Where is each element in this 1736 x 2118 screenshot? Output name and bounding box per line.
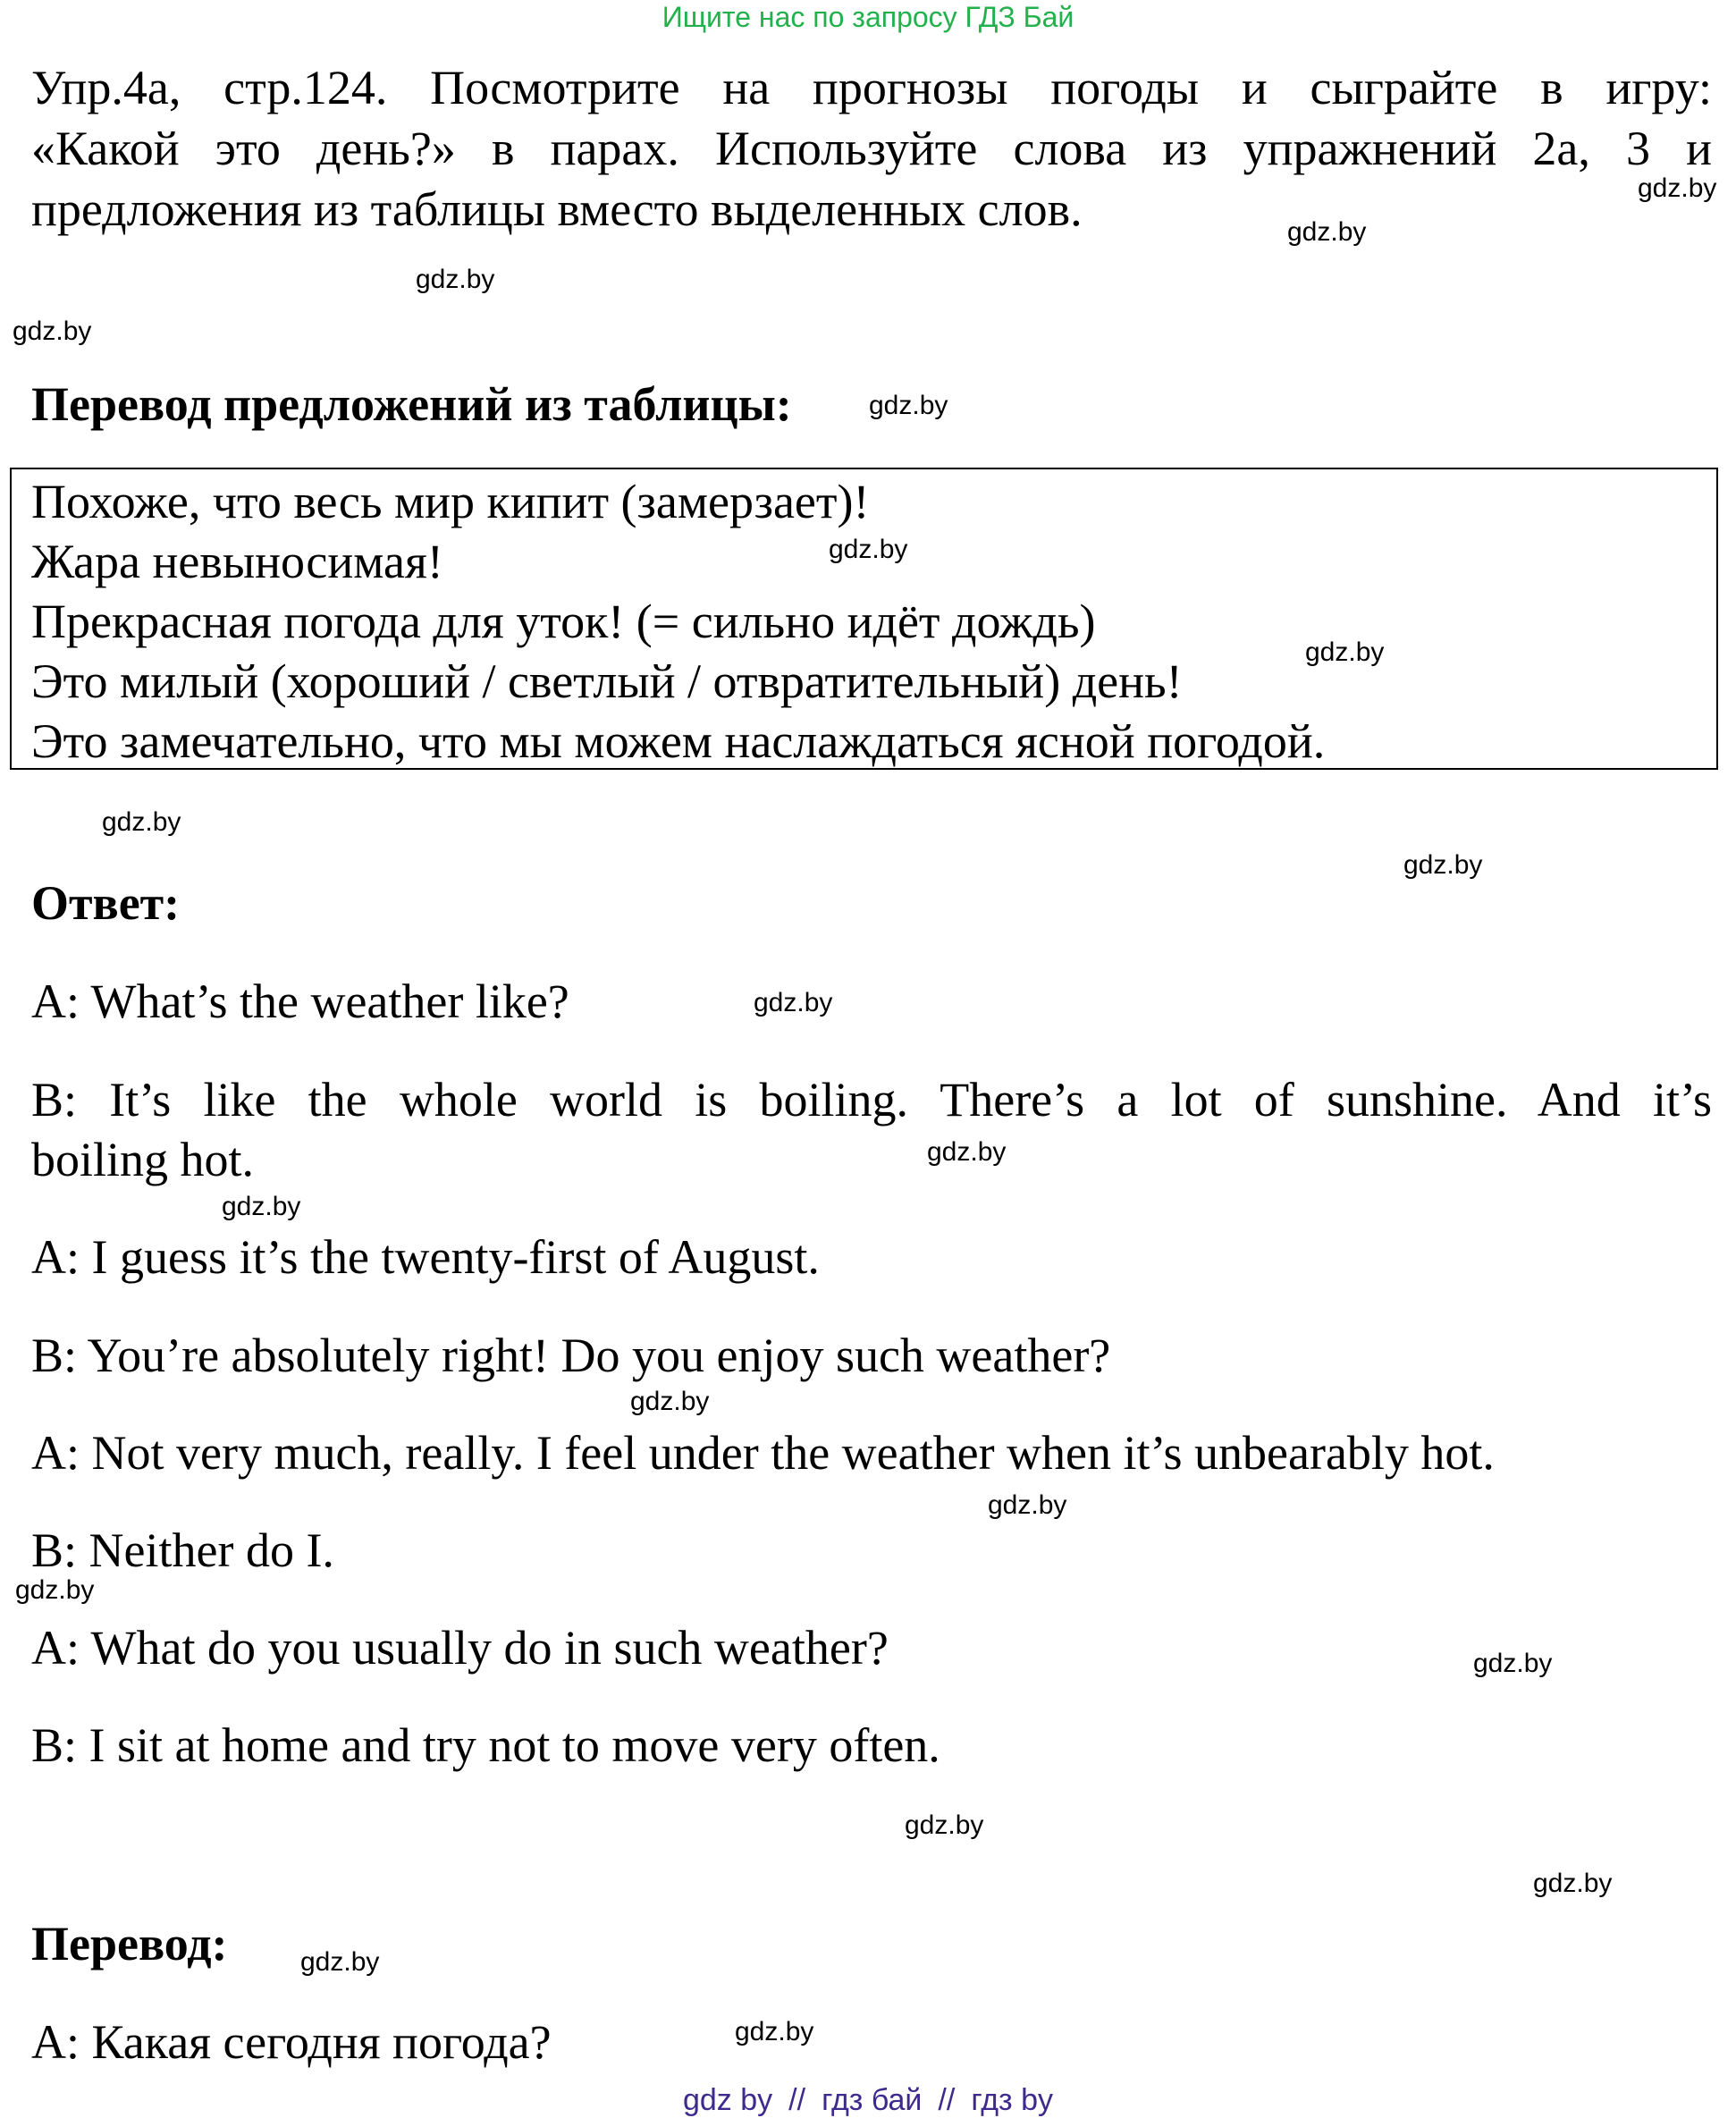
footer-separator: // <box>938 2083 956 2117</box>
watermark: gdz.by <box>829 535 908 564</box>
dialogue-line: B: You’re absolutely right! Do you enjoy such weather? <box>31 1329 1111 1382</box>
watermark: gdz.by <box>735 2017 814 2046</box>
table-line: Похоже, что весь мир кипит (замерзает)! <box>31 475 870 528</box>
dialogue-line: B: It’s like the whole world is boiling. There’s a lot of sunshine. And it’s <box>31 1073 1712 1127</box>
watermark: gdz.by <box>988 1490 1067 1520</box>
watermark: gdz.by <box>1287 217 1367 247</box>
table-heading: Перевод предложений из таблицы: <box>31 377 792 431</box>
watermark: gdz.by <box>1473 1649 1553 1678</box>
watermark: gdz.by <box>15 1575 95 1605</box>
task-statement <box>31 57 1712 240</box>
watermark: gdz.by <box>1638 173 1717 203</box>
task-line-2: «Какой это день?» в парах. Используйте слова из упражнений 2a, 3 и <box>31 122 1712 175</box>
watermark: gdz.by <box>1533 1869 1613 1898</box>
watermark: gdz.by <box>1403 850 1483 880</box>
dialogue-line: boiling hot. <box>31 1133 255 1186</box>
watermark: gdz.by <box>905 1810 984 1840</box>
watermark: gdz.by <box>300 1947 380 1977</box>
task-line-1: Упр.4а, стр.124. Посмотрите на прогнозы погоды и сыграйте в игру: <box>31 61 1712 114</box>
footer-separator: // <box>788 2083 806 2117</box>
answer-heading: Ответ: <box>31 876 181 930</box>
watermark: gdz.by <box>754 988 833 1017</box>
watermark: gdz.by <box>102 807 181 837</box>
task-line-3: предложения из таблицы вместо выделенных слов. <box>31 182 1083 236</box>
dialogue-line: B: I sit at home and try not to move very often. <box>31 1718 940 1772</box>
table-line: Жара невыносимая! <box>31 535 443 588</box>
table-line: Прекрасная погода для уток! (= сильно идёт дождь) <box>31 595 1096 648</box>
footer-link-gdz-by-ru[interactable]: гдз by <box>971 2083 1053 2117</box>
watermark: gdz.by <box>13 316 92 346</box>
footer-link-gdz-by[interactable]: gdz by <box>682 2083 773 2117</box>
table-line: Это замечательно, что мы можем наслаждаться ясной погодой. <box>31 714 1326 768</box>
watermark: gdz.by <box>222 1192 301 1221</box>
phrases-table <box>10 468 1718 770</box>
dialogue-line: A: Not very much, really. I feel under the weather when it’s unbearably hot. <box>31 1426 1495 1480</box>
translation-heading: Перевод: <box>31 1917 228 1970</box>
dialogue-line: A: What’s the weather like? <box>31 975 569 1028</box>
watermark: gdz.by <box>1305 637 1385 667</box>
dialogue-line: B: Neither do I. <box>31 1523 334 1577</box>
watermark: gdz.by <box>869 391 948 420</box>
translation-line: A: Какая сегодня погода? <box>31 2015 552 2069</box>
footer-link-gdz-bai[interactable]: гдз бай <box>822 2083 923 2117</box>
top-search-hint[interactable]: Ищите нас по запросу ГДЗ Бай <box>662 1 1074 33</box>
footer-links <box>0 2083 1736 2118</box>
dialogue-line: A: I guess it’s the twenty-first of August. <box>31 1230 820 1284</box>
watermark: gdz.by <box>416 265 495 294</box>
watermark: gdz.by <box>630 1387 710 1416</box>
dialogue-line: A: What do you usually do in such weather? <box>31 1621 889 1675</box>
watermark: gdz.by <box>927 1137 1007 1167</box>
table-line: Это милый (хороший / светлый / отвратительный) день! <box>31 654 1183 708</box>
